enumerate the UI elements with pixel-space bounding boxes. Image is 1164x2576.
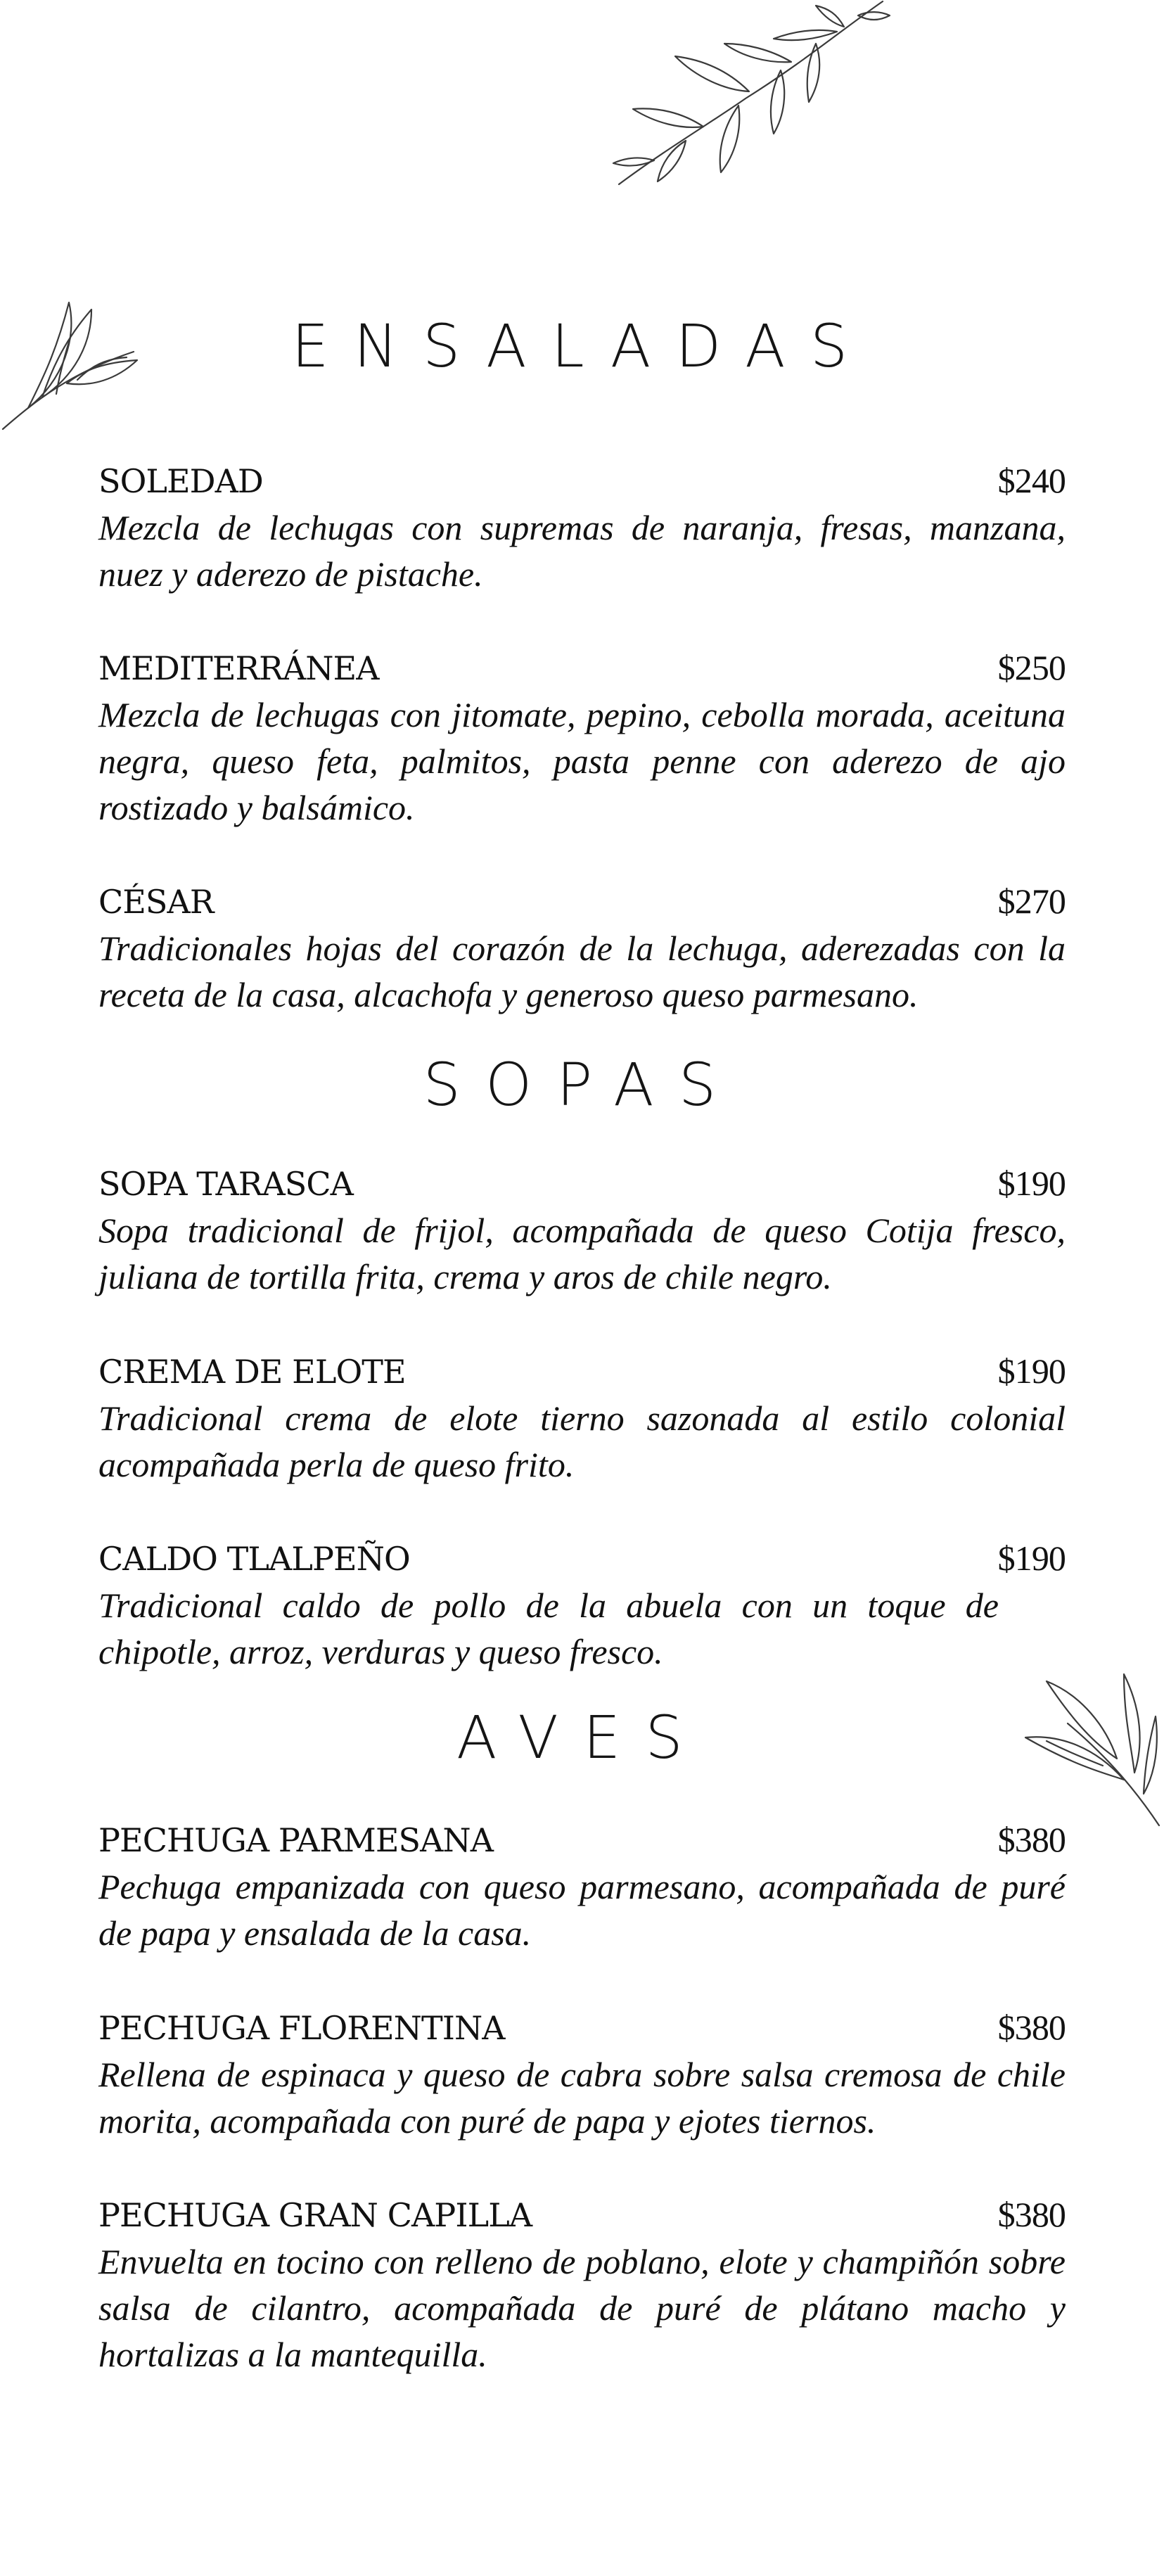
section-title-aves: AVES bbox=[456, 1703, 708, 1772]
item-price: $250 bbox=[997, 648, 1066, 687]
menu-item-soledad bbox=[98, 457, 1066, 597]
item-description: Mezcla de lechugas con supremas de naranja, fresas, manzana, nuez y aderezo de pistache. bbox=[98, 508, 1066, 594]
menu-item-pechuga-florentina bbox=[98, 2004, 1066, 2144]
item-name: SOLEDAD bbox=[98, 462, 263, 500]
item-description: Tradicional crema de elote tierno sazonada al estilo colonial acompañada perla de queso frito. bbox=[98, 1398, 1066, 1484]
item-name: CÉSAR bbox=[98, 883, 214, 921]
item-description: Envuelta en tocino con relleno de poblano, elote y champiñón sobre salsa de cilantro, acompañada de puré de plátano macho y hortalizas a la mantequilla. bbox=[98, 2242, 1066, 2374]
menu-item-mediterranea bbox=[98, 644, 1066, 831]
item-price: $190 bbox=[997, 1351, 1066, 1391]
item-name: PECHUGA GRAN CAPILLA bbox=[98, 2196, 532, 2234]
item-name: CREMA DE ELOTE bbox=[98, 1353, 406, 1391]
item-description: Tradicional caldo de pollo de la abuela con un toque de chipotle, arroz, verduras y queso fresco. bbox=[98, 1586, 999, 1671]
section-title-ensaladas: ENSALADAS bbox=[291, 312, 873, 381]
item-price: $380 bbox=[997, 2008, 1066, 2047]
item-name: PECHUGA FLORENTINA bbox=[98, 2009, 505, 2047]
section-title-sopas: SOPAS bbox=[423, 1050, 741, 1119]
item-description: Pechuga empanizada con queso parmesano, acompañada de puré de papa y ensalada de la casa. bbox=[98, 1867, 1066, 1953]
item-description: Rellena de espinaca y queso de cabra sobre salsa cremosa de chile morita, acompañada con puré de papa y ejotes tiernos. bbox=[98, 2055, 1066, 2141]
menu-item-cesar bbox=[98, 878, 1066, 1018]
item-name: CALDO TLALPEÑO bbox=[98, 1540, 410, 1578]
item-price: $190 bbox=[997, 1538, 1066, 1578]
leaf-branch-top-icon bbox=[605, 0, 900, 197]
item-price: $380 bbox=[997, 2195, 1066, 2234]
item-price: $190 bbox=[997, 1163, 1066, 1203]
item-description: Tradicionales hojas del corazón de la lechuga, aderezadas con la receta de la casa, alcachofa y generoso queso parmesano. bbox=[98, 929, 1066, 1014]
item-name: MEDITERRÁNEA bbox=[98, 649, 379, 687]
item-price: $240 bbox=[997, 461, 1066, 500]
item-description: Sopa tradicional de frijol, acompañada de queso Cotija fresco, juliana de tortilla frita, crema y aros de chile negro. bbox=[98, 1211, 1066, 1296]
menu-item-pechuga-parmesana bbox=[98, 1816, 1066, 1956]
item-description: Mezcla de lechugas con jitomate, pepino, cebolla morada, aceituna negra, queso feta, palmitos, pasta penne con aderezo de ajo rostizado y balsámico. bbox=[98, 695, 1066, 827]
menu-item-sopa-tarasca bbox=[98, 1160, 1066, 1300]
item-name: PECHUGA PARMESANA bbox=[98, 1821, 494, 1859]
item-name: SOPA TARASCA bbox=[98, 1165, 353, 1203]
item-price: $270 bbox=[997, 881, 1066, 921]
menu-item-crema-de-elote bbox=[98, 1348, 1066, 1488]
menu-item-caldo-tlalpeno bbox=[98, 1535, 1066, 1675]
menu-item-pechuga-gran-capilla bbox=[98, 2191, 1066, 2378]
item-price: $380 bbox=[997, 1820, 1066, 1859]
